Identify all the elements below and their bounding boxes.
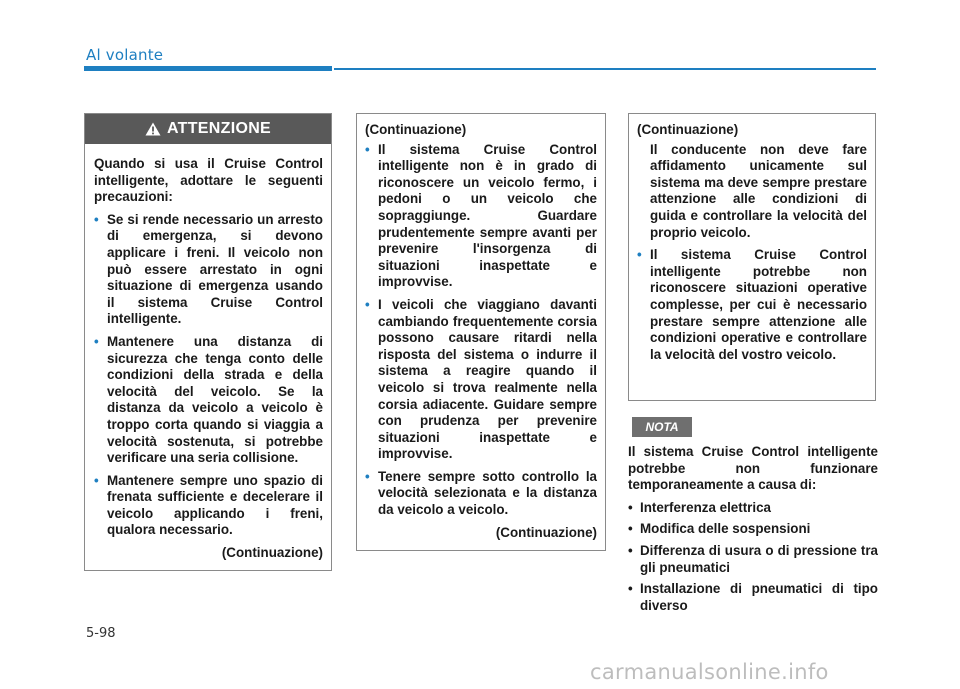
bullet-icon: • bbox=[637, 247, 642, 263]
bullet-icon: • bbox=[365, 141, 370, 157]
warning-bullet-list bbox=[94, 212, 323, 539]
bullet-icon: • bbox=[94, 211, 99, 227]
header-rule-thick bbox=[84, 66, 332, 71]
page-number: 5-98 bbox=[86, 626, 116, 641]
warning-triangle-icon bbox=[145, 122, 161, 136]
list-item: • Il sistema Cruise Control intelligente non è in grado di riconoscere un veicolo fermo, i pedoni o un veicolo che sopraggiunge. Guardare prudentemente sempre avanti per prevenire l'insorgenza di situazioni inaspettate e improvvise. bbox=[365, 141, 597, 290]
continued-label: (Continuazione) bbox=[221, 545, 323, 561]
bullet-icon: • bbox=[628, 542, 633, 558]
warning-title: ATTENZIONE bbox=[166, 120, 272, 137]
list-item: • Modifica delle sospensioni bbox=[628, 521, 811, 537]
list-item: • Differenza di usura o di pressione tra gli pneumatici bbox=[628, 542, 878, 575]
list-item: • Mantenere sempre uno spazio di frenata sufficiente e decelerare il veicolo applicando i freni, qualora necessario. bbox=[94, 472, 323, 538]
continuation-box-right bbox=[628, 113, 876, 401]
driver-attention-paragraph: Il conducente non deve fare affidamento unicamente sul sistema ma deve sempre prestare attenzione alle condizioni di guida e controllare la velocità del proprio veicolo. bbox=[650, 141, 867, 240]
list-item: • I veicoli che viaggiano davanti cambiando frequentemente corsia possono causare ritardi nella risposta del sistema o indurre il sistema a reagire quando il veicolo si trova realmente nella corsia adiacente. Guidare sempre con prudenza per prevenire situazioni inaspettate e improvvise. bbox=[365, 296, 597, 462]
watermark: carmanualsonline.info bbox=[590, 660, 829, 684]
list-item: • Il sistema Cruise Control intelligente potrebbe non riconoscere situazioni operative complesse, per cui è necessario prestare sempre attenzione alle condizioni operative e controllare la velocità del vostro veicolo. bbox=[637, 247, 867, 362]
header-rule-thin bbox=[334, 68, 876, 70]
list-item: • Interferenza elettrica bbox=[628, 499, 771, 515]
continued-label-bottom: (Continuazione) bbox=[495, 524, 597, 540]
warning-intro: Quando si usa il Cruise Control intelligente, adottare le seguenti precauzioni: bbox=[94, 156, 323, 205]
bullet-icon: • bbox=[628, 521, 633, 537]
list-item: • Mantenere una distanza di sicurezza che tenga conto delle condizioni della strada e della velocità del veicolo. Se la distanza da veicolo a veicolo è troppo corta quando si viaggia a velocità sostenuta, si potrebbe verificare una seria collisione. bbox=[94, 333, 323, 466]
continuation-box-middle bbox=[356, 113, 606, 551]
note-intro: Il sistema Cruise Control intelligente potrebbe non funzionare temporaneamente a causa di: bbox=[628, 444, 878, 493]
bullet-icon: • bbox=[94, 472, 99, 488]
section-title: Al volante bbox=[86, 46, 164, 64]
continued-label-top: (Continuazione) bbox=[637, 122, 739, 137]
note-section bbox=[628, 444, 878, 619]
middle-bullet-list bbox=[365, 142, 597, 519]
warning-box bbox=[84, 113, 332, 571]
bullet-icon: • bbox=[94, 333, 99, 349]
warning-header bbox=[85, 114, 331, 144]
continued-label-top: (Continuazione) bbox=[365, 122, 467, 137]
bullet-icon: • bbox=[365, 468, 370, 484]
right-bullet-list bbox=[637, 247, 867, 363]
list-item: • Installazione di pneumatici di tipo diverso bbox=[628, 581, 878, 613]
nota-badge: NOTA bbox=[632, 417, 692, 437]
bullet-icon: • bbox=[365, 296, 370, 312]
list-item: • Se si rende necessario un arresto di emergenza, si devono applicare i freni. Il veicolo non può essere arrestato in ogni situazione di emergenza usando il sistema Cruise Control intelligente. bbox=[94, 211, 323, 327]
bullet-icon: • bbox=[628, 581, 633, 597]
bullet-icon: • bbox=[628, 499, 633, 515]
note-list bbox=[628, 500, 878, 615]
list-item: • Tenere sempre sotto controllo la velocità selezionata e la distanza da veicolo a veicolo. bbox=[365, 468, 597, 518]
